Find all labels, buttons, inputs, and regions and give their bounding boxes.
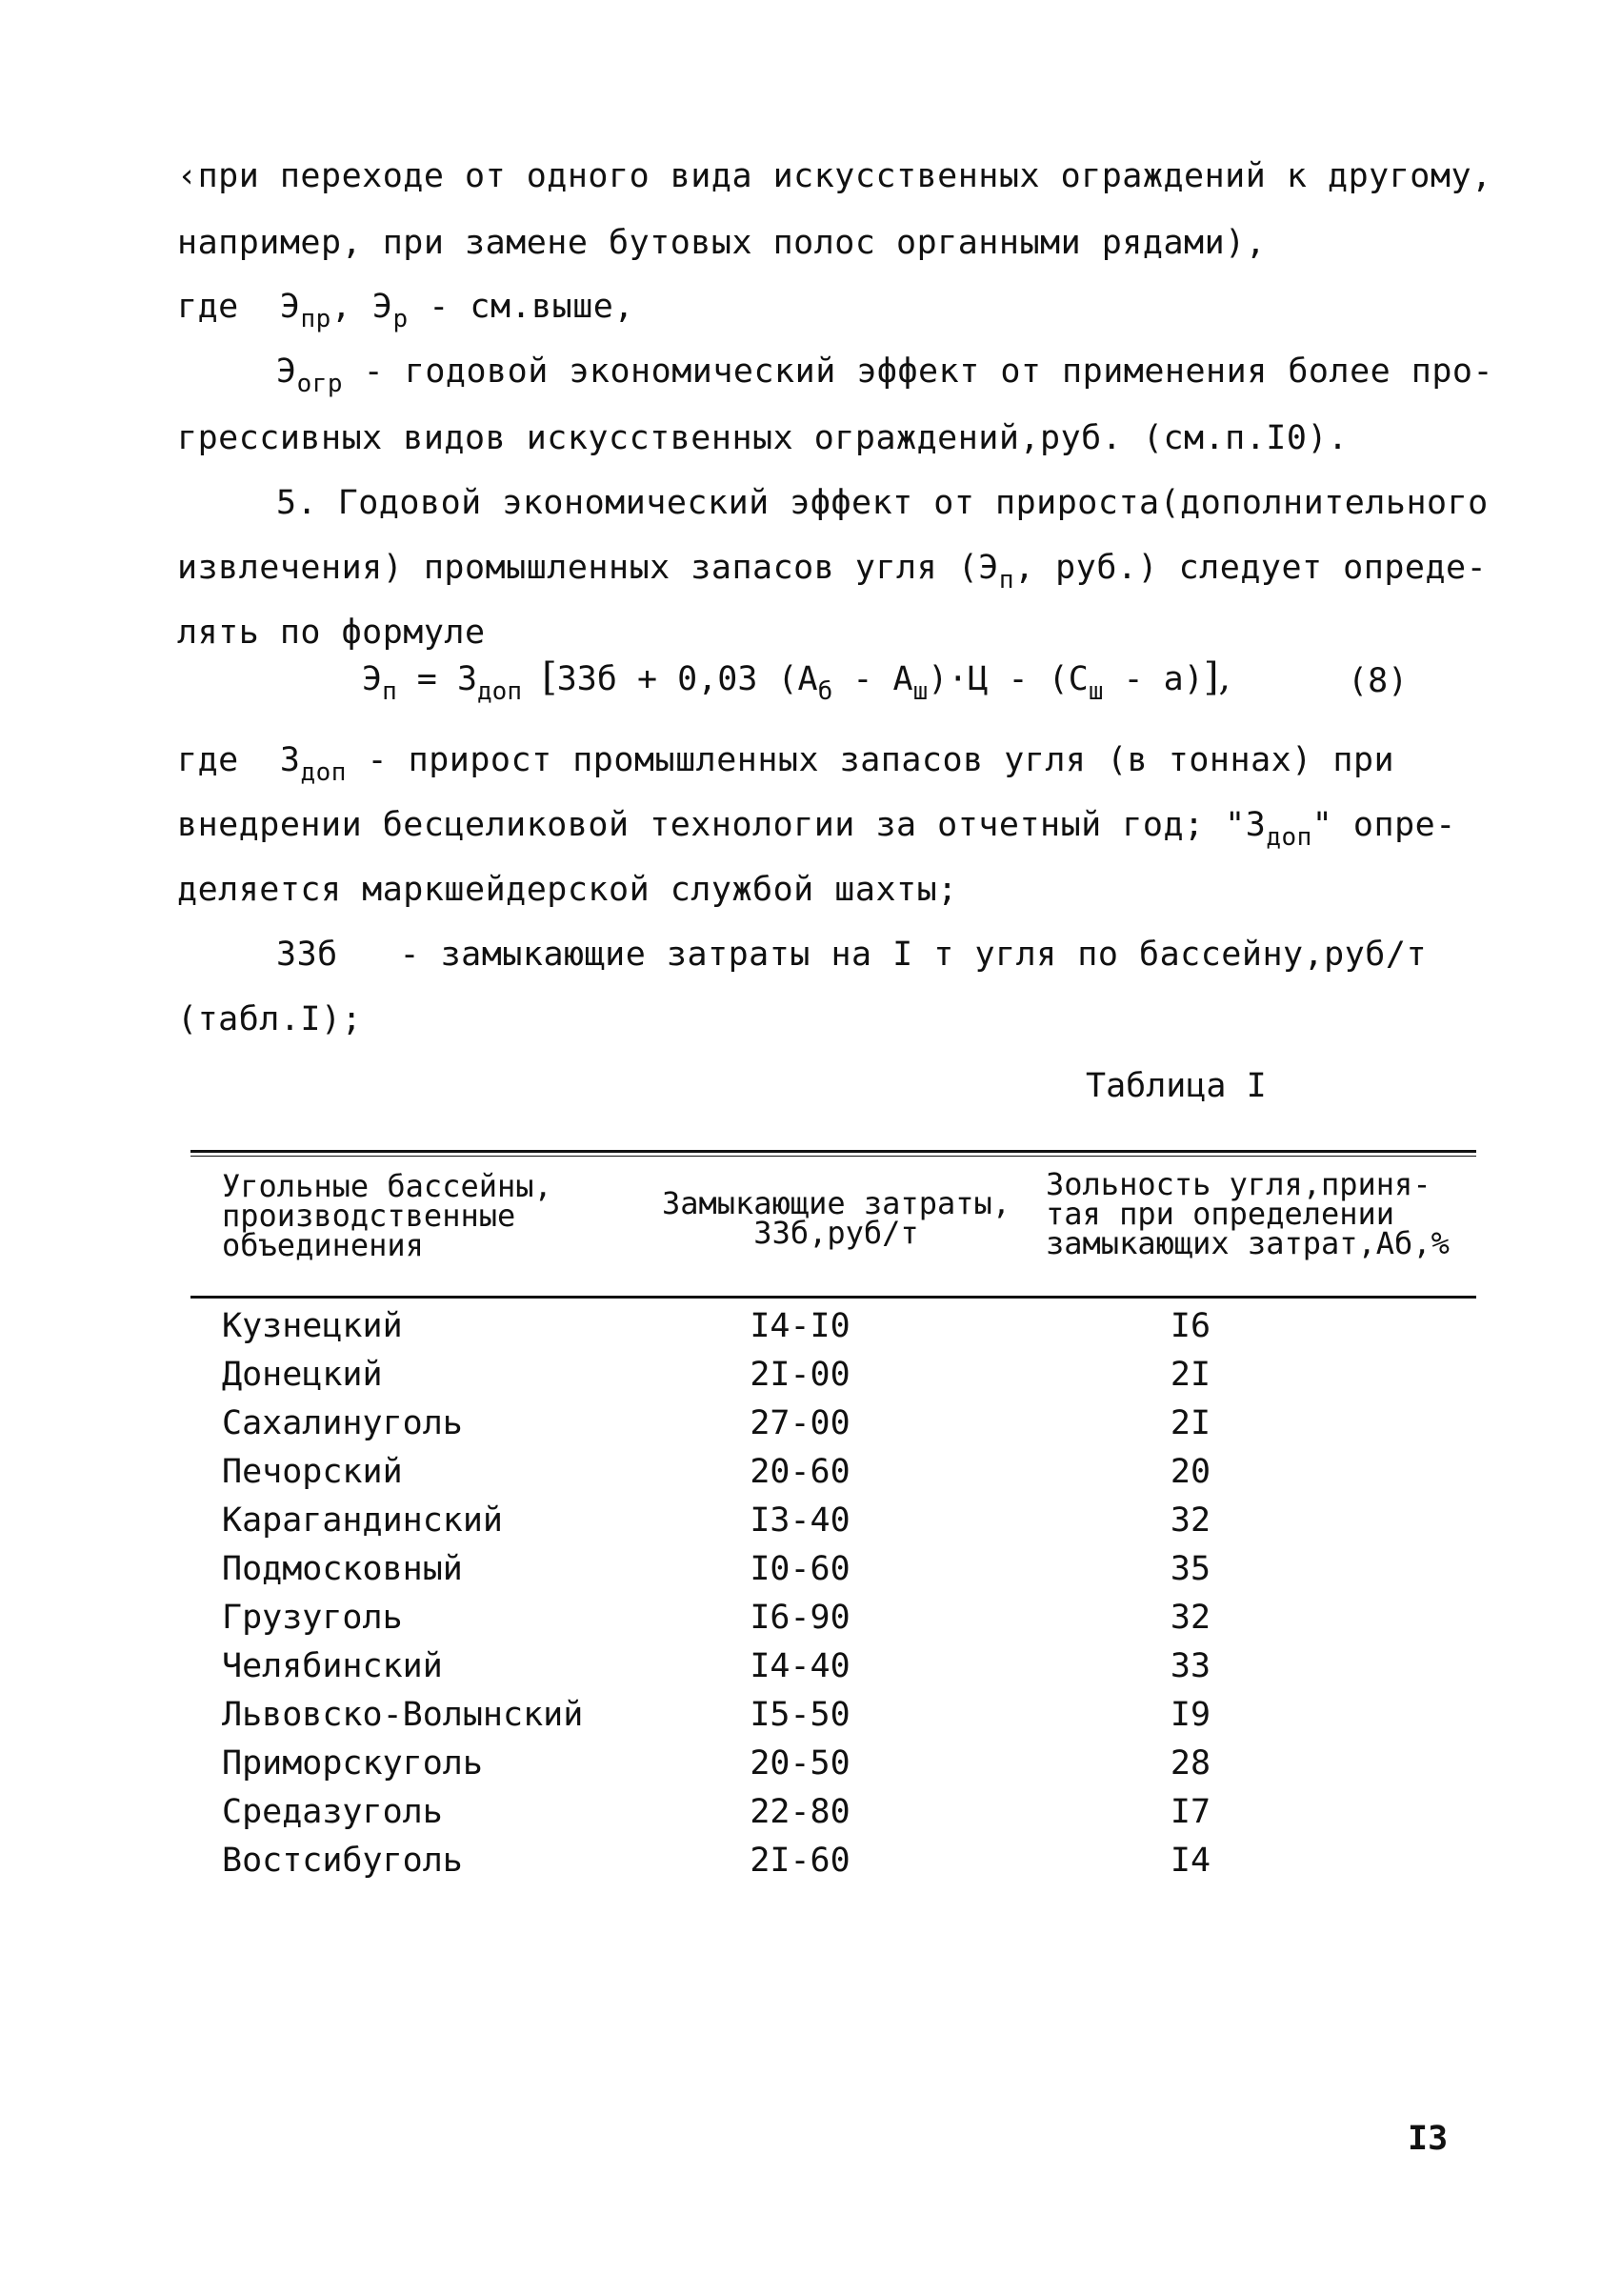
- item5-line-3: лять по формуле: [177, 614, 486, 652]
- zzb-line-2: (табл.I);: [177, 1000, 363, 1038]
- text-line-2: например, при замене бутовых полос органными рядами),: [177, 224, 1267, 262]
- table-row: Средазуголь 22-80 I7: [222, 1793, 1211, 1831]
- header-col-costs: Замыкающие затраты, 33б,руб/т: [661, 1185, 1011, 1251]
- where-line: где $Э_{пр}$, $Э_р$ - см.выше,: [177, 288, 634, 333]
- text-line-1: ‹при переходе от одного вида искусственных ограждений к другому,: [177, 157, 1492, 195]
- equation-number: (8): [1348, 662, 1409, 700]
- table-row: Грузуголь I6-90 32: [222, 1599, 1211, 1637]
- table-row: Кузнецкий I4-I0 I6: [222, 1307, 1211, 1345]
- formula-8: $Э_п = З_{доп}$ [33б + 0,03 $(А_б - А_ш)\cdot Ц - (С_ш - а)$],: [362, 655, 1231, 706]
- e-ogr-continuation: грессивных видов искусственных ограждений,руб. (см.п.I0).: [177, 419, 1349, 457]
- e-ogr-definition: $Э_{огр}$ - годовой экономический эффект от применения более про-: [276, 352, 1494, 398]
- item5-line-1: 5. Годовой экономический эффект от прироста(дополнительного: [276, 484, 1489, 522]
- table-row: Челябинский I4-40 33: [222, 1647, 1211, 1685]
- table-header-rule: [190, 1296, 1476, 1299]
- page-number: I3: [1408, 2120, 1449, 2158]
- table-row: Донецкий 2I-00 2I: [222, 1356, 1211, 1394]
- table-row: Печорский 20-60 20: [222, 1453, 1211, 1491]
- header-col-ash: Зольность угля,приня- тая при определении замыкающих затрат,Аб,%: [1046, 1166, 1450, 1261]
- table-caption: Таблица I: [1086, 1067, 1267, 1105]
- table-row: Сахалинуголь 27-00 2I: [222, 1404, 1211, 1442]
- table-top-rule-thin: [190, 1156, 1476, 1157]
- table-row: Приморскуголь 20-50 28: [222, 1744, 1211, 1782]
- zzb-line-1: 33б - замыкающие затраты на I т угля по бассейну,руб/т: [276, 936, 1428, 974]
- where2-line-2: внедрении бесцеликовой технологии за отчетный год; "$З_{доп}$" опре-: [177, 806, 1456, 852]
- item5-line-2: извлечения) промышленных запасов угля ($Э_п$, руб.) следует опреде-: [177, 549, 1488, 594]
- table-row: Львовско-Волынский I5-50 I9: [222, 1696, 1211, 1734]
- table-row: Подмосковный I0-60 35: [222, 1550, 1211, 1588]
- table-top-rule: [190, 1150, 1476, 1153]
- header-col-basins: Угольные бассейны, производственные объединения: [222, 1168, 552, 1263]
- where2-line-1: где $З_{доп}$ - прирост промышленных запасов угля (в тоннах) при: [177, 741, 1395, 787]
- where2-line-3: деляется маркшейдерской службой шахты;: [177, 871, 958, 909]
- table-row: Востсибуголь 2I-60 I4: [222, 1842, 1211, 1880]
- table-row: Карагандинский I3-40 32: [222, 1501, 1211, 1540]
